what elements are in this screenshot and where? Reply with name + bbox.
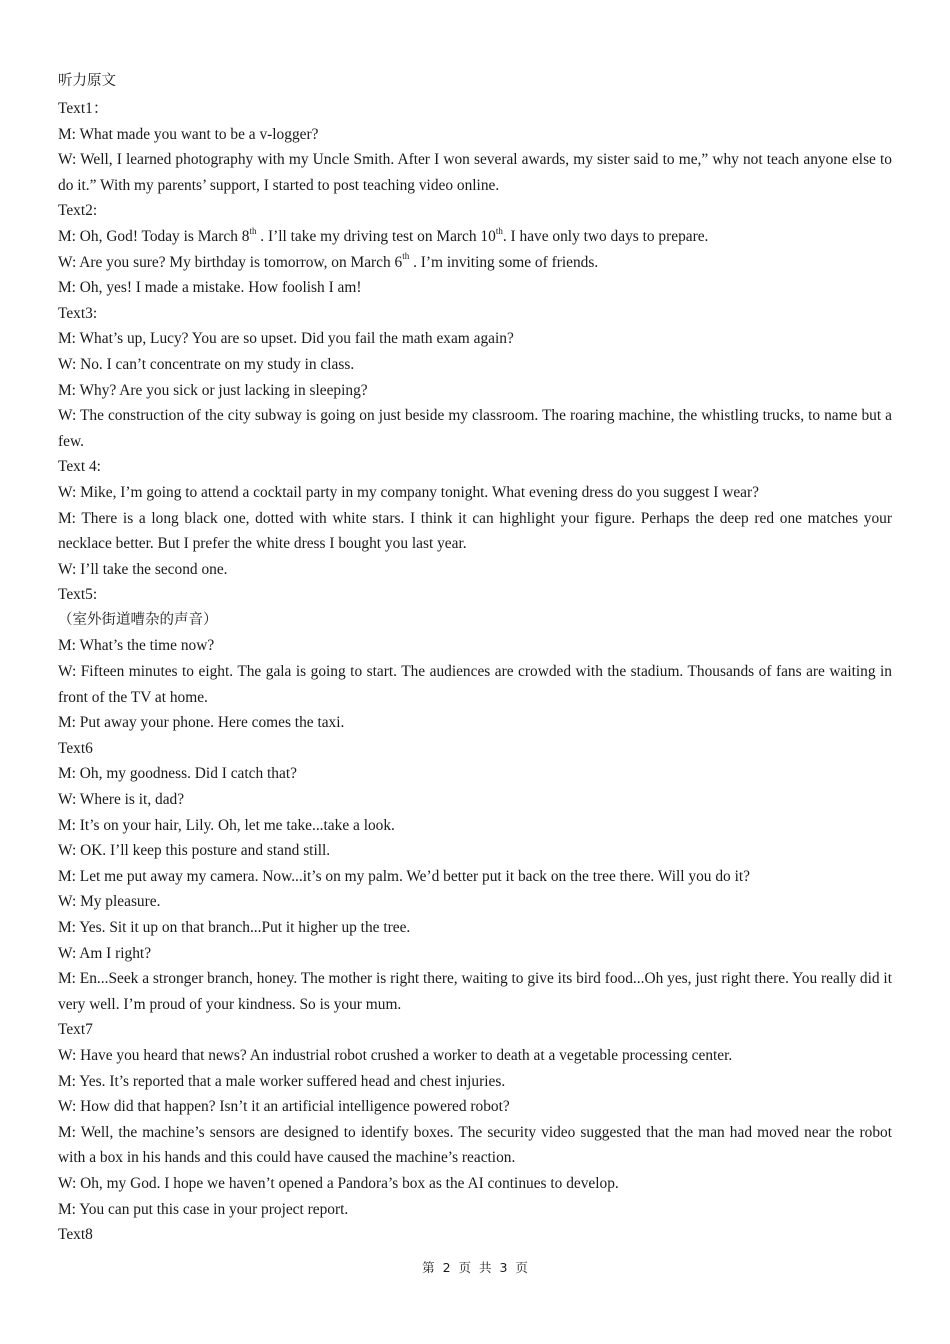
text5-label: Text5:	[58, 586, 98, 604]
text3-line-4: W: The construction of the city subway is going on just beside my classroom. The roaring machine, the whistling trucks, to name but a few.	[58, 407, 892, 450]
text1-label: Text1：	[58, 100, 109, 117]
text6-line-3: M: It’s on your hair, Lily. Oh, let me take...take a look.	[58, 816, 395, 834]
text6-line-2: W: Where is it, dad?	[58, 791, 185, 809]
page-footer: 第 2 页 共 3 页	[422, 1260, 528, 1275]
text8-label: Text8	[58, 1226, 93, 1244]
text2-line-1: M: Oh, God! Today is March 8th . I’ll take my driving test on March 10th. I have only two days to prepare.	[58, 225, 709, 245]
text3-label: Text3:	[58, 304, 98, 322]
text2-label: Text2:	[58, 202, 98, 220]
text3-line-1: M: What’s up, Lucy? You are so upset. Did you fail the math exam again?	[58, 330, 514, 348]
text5-line-2: W: Fifteen minutes to eight. The gala is going to start. The audiences are crowded with the stadium. Thousands of fans are waiting in front of the TV at home.	[58, 663, 892, 706]
text7-line-6: M: You can put this case in your project report.	[58, 1200, 349, 1218]
text4-line-3: W: I’ll take the second one.	[58, 560, 228, 578]
text1-line-2: W: Well, I learned photography with my Uncle Smith. After I won several awards, my sister said to me,” why not teach anyone else to do it.” With my parents’ support, I started to post teaching video online.	[58, 151, 892, 194]
text2-line-2: W: Are you sure? My birthday is tomorrow, on March 6th . I’m inviting some of friends.	[58, 251, 599, 271]
text6-line-6: W: My pleasure.	[58, 893, 161, 911]
page-title: 听力原文	[58, 73, 116, 89]
text1-line-1: M: What made you want to be a v-logger?	[58, 125, 319, 143]
text5-sound-note: （室外街道嘈杂的声音）	[58, 611, 218, 628]
text6-line-7: M: Yes. Sit it up on that branch...Put it higher up the tree.	[58, 919, 411, 936]
text6-line-8: W: Am I right?	[58, 944, 152, 962]
text7-line-2: M: Yes. It’s reported that a male worker suffered head and chest injuries.	[58, 1072, 506, 1090]
text6-label: Text6	[58, 739, 93, 757]
text5-line-3: M: Put away your phone. Here comes the taxi.	[58, 714, 345, 732]
text6-line-9: M: En...Seek a stronger branch, honey. The mother is right there, waiting to give its bird food...Oh yes, just right there. You really did it very well. I’m proud of your kindness. So is your mum.	[58, 970, 892, 1013]
text6-line-4: W: OK. I’ll keep this posture and stand still.	[58, 842, 331, 860]
text7-label: Text7	[58, 1021, 93, 1039]
text3-line-3: M: Why? Are you sick or just lacking in sleeping?	[58, 381, 368, 399]
text4-line-2: M: There is a long black one, dotted with white stars. I think it can highlight your figure. Perhaps the deep red one matches your necklace better. But I prefer the white dress I bought you last year.	[58, 509, 892, 553]
text7-line-3: W: How did that happen? Isn’t it an artificial intelligence powered robot?	[58, 1098, 510, 1116]
text4-line-1: W: Mike, I’m going to attend a cocktail party in my company tonight. What evening dress do you suggest I wear?	[58, 483, 759, 501]
text3-line-2: W: No. I can’t concentrate on my study in class.	[58, 355, 355, 373]
text6-line-1: M: Oh, my goodness. Did I catch that?	[58, 765, 297, 783]
text5-line-1: M: What’s the time now?	[58, 637, 215, 655]
text7-line-5: W: Oh, my God. I hope we haven’t opened a Pandora’s box as the AI continues to develop.	[58, 1174, 619, 1192]
document-body	[58, 66, 892, 1248]
text2-line-3: M: Oh, yes! I made a mistake. How foolish I am!	[58, 279, 362, 297]
text6-line-5: M: Let me put away my camera. Now...it’s on my palm. We’d better put it back on the tree there. Will you do it?	[58, 867, 750, 885]
text7-line-4: M: Well, the machine’s sensors are designed to identify boxes. The security video suggested that the man had moved near the robot with a box in his hands and this could have caused the machine’s reaction.	[58, 1123, 892, 1167]
text7-line-1: W: Have you heard that news? An industrial robot crushed a worker to death at a vegetable processing center.	[58, 1046, 733, 1064]
text4-label: Text 4:	[58, 458, 101, 476]
